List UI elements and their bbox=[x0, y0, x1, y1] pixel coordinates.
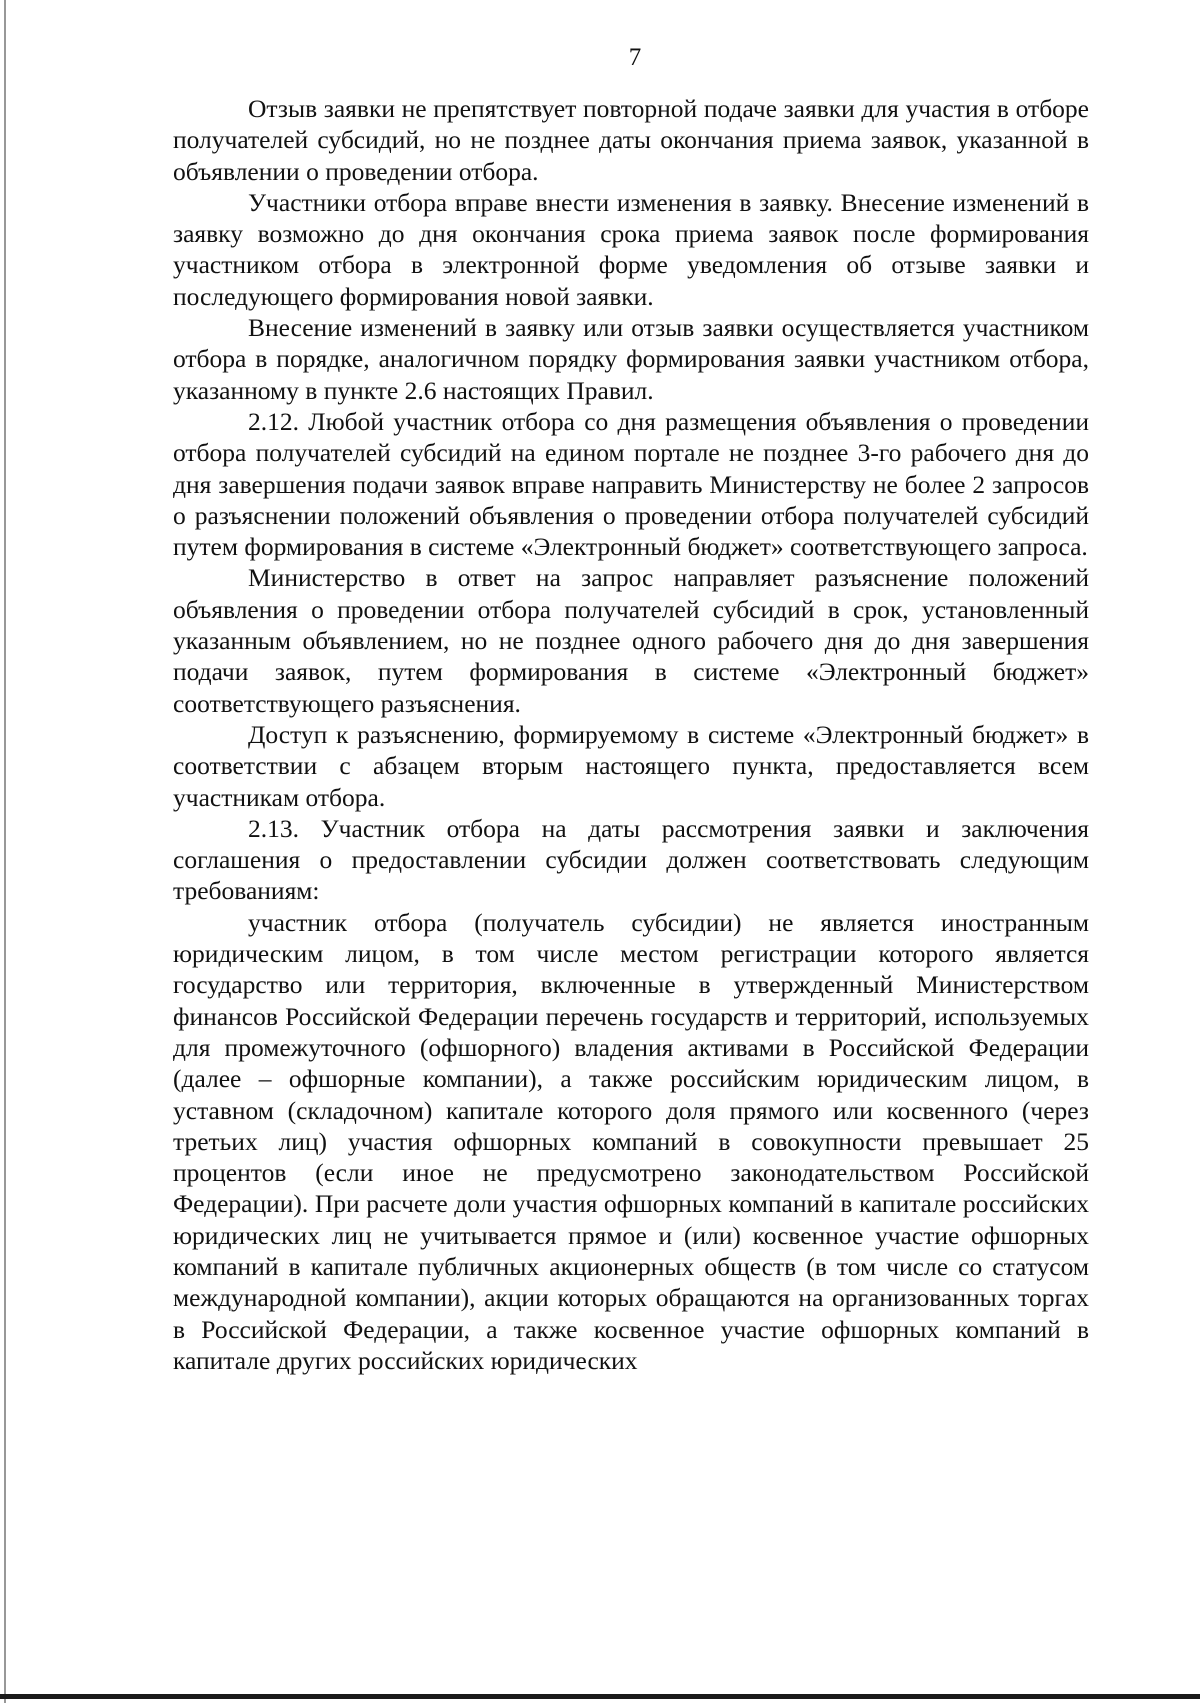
page-number: 7 bbox=[628, 44, 642, 71]
body-text bbox=[173, 93, 1089, 1376]
scan-left-edge bbox=[4, 0, 6, 1703]
paragraph-ministry-response: Министерство в ответ на запрос направляет разъяснение положений объявления о проведении отбора получателей субсидий в срок, установленный указанным объявлением, но не позднее одного рабочего дня до дня завершения подачи заявок, путем формирования в системе «Электронный бюджет» соответствующего разъяснения. bbox=[173, 563, 1089, 718]
scan-bottom-edge bbox=[0, 1694, 1200, 1699]
paragraph-changes: Участники отбора вправе внести изменения в заявку. Внесение изменений в заявку возможно до дня окончания срока приема заявок после формирования участником отбора в электронной форме уведомления об отзыве заявки и последующего формирования новой заявки. bbox=[173, 187, 1089, 311]
paragraph-access: Доступ к разъяснению, формируемому в системе «Электронный бюджет» в соответствии с абзацем вторым настоящего пункта, предоставляется всем участникам отбора. bbox=[173, 719, 1089, 812]
paragraph-2-12: 2.12. Любой участник отбора со дня размещения объявления о проведении отбора получателей субсидий на едином портале не позднее 3-го рабочего дня до дня завершения подачи заявок вправе направить Министерству не более 2 запросов о разъяснении положений объявления о проведении отбора получателей субсидий путем формирования в системе «Электронный бюджет» соответствующего запроса. bbox=[173, 406, 1089, 562]
paragraph-2-13: 2.13. Участник отбора на даты рассмотрения заявки и заключения соглашения о предоставлении субсидии должен соответствовать следующим требованиям: bbox=[173, 813, 1089, 906]
paragraph-procedure: Внесение изменений в заявку или отзыв заявки осуществляется участником отбора в порядке, аналогичном порядку формирования заявки участником отбора, указанному в пункте 2.6 настоящих Правил. bbox=[173, 313, 1089, 405]
paragraph-requirement-offshore: участник отбора (получатель субсидии) не является иностранным юридическим лицом, в том числе местом регистрации которого является государство или территория, включенные в утвержденный Министерством финансов Российской Федерации перечень государств и территорий, используемых для промежуточного (офшорного) владения активами в Российской Федерации (далее – офшорные компании), а также российским юридическим лицом, в уставном (складочном) капитале которого доля прямого или косвенного (через третьих лиц) участия офшорных компаний в совокупности превышает 25 процентов (если иное не предусмотрено законодательством Российской Федерации). При расчете доли участия офшорных компаний в капитале российских юридических лиц не учитывается прямое и (или) косвенное участие офшорных компаний в капитале публичных акционерных обществ (в том числе со статусом международной компании), акции которых обращаются на организованных торгах в Российской Федерации, а также косвенное участие офшорных компаний в капитале других российских юридических bbox=[173, 907, 1089, 1375]
paragraph-withdrawal: Отзыв заявки не препятствует повторной подаче заявки для участия в отборе получателей субсидий, но не позднее даты окончания приема заявок, указанной в объявлении о проведении отбора. bbox=[173, 94, 1089, 186]
